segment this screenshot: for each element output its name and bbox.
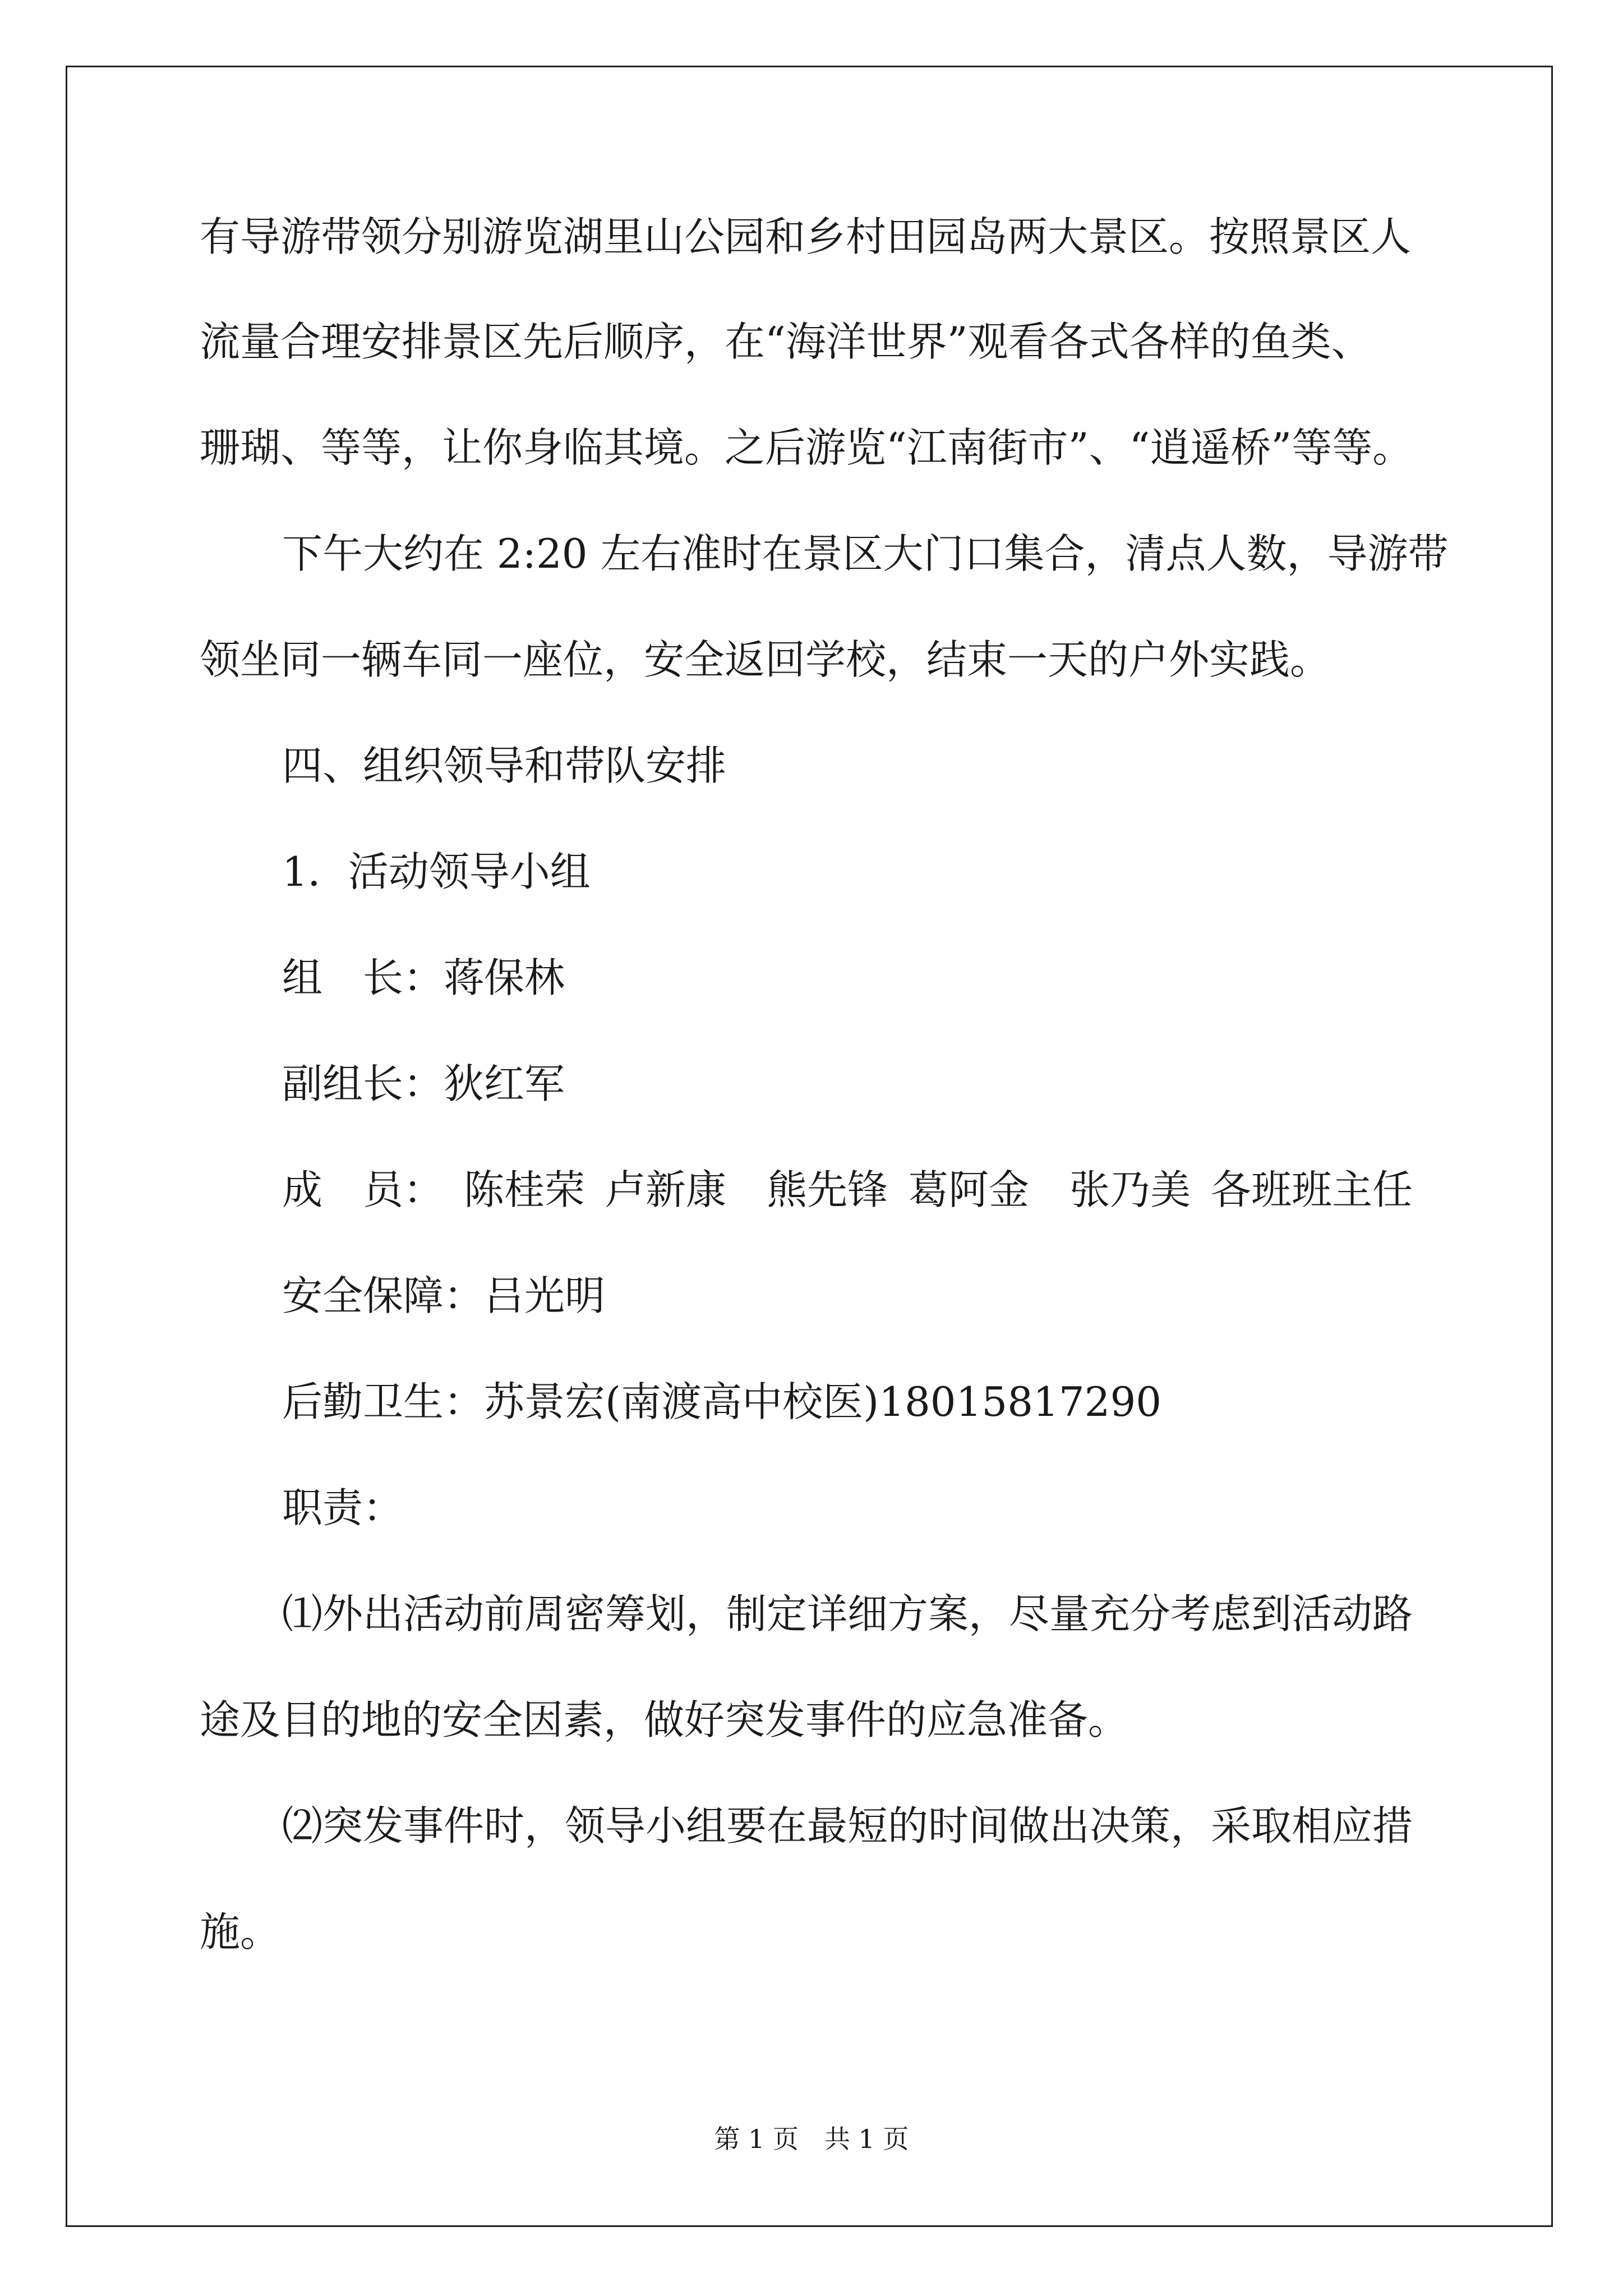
paragraph-line: 施。 <box>200 1908 281 1955</box>
member-name: 张乃美 <box>1069 1166 1191 1213</box>
member-name: 卢新康 <box>605 1166 727 1213</box>
members-label: 员： <box>363 1166 444 1213</box>
label-cheng: 成 <box>282 1166 323 1213</box>
paragraph-line: 领坐同一辆车同一座位，安全返回学校，结束一天的户外实践。 <box>200 636 1331 683</box>
paragraph-line: 流量合理安排景区先后顺序，在“海洋世界”观看各式各样的鱼类、 <box>200 318 1372 365</box>
deputy-leader-row: 副组长：狄红军 <box>282 1060 565 1107</box>
page-number-footer: 第 1 页 共 1 页 <box>714 2124 909 2154</box>
paragraph-line: 有导游带领分别游览湖里山公园和乡村田园岛两大景区。按照景区人 <box>200 213 1412 260</box>
member-name: 葛阿金 <box>908 1166 1030 1213</box>
member-name: 各班班主任 <box>1211 1166 1413 1213</box>
paragraph-line: 珊瑚、等等，让你身临其境。之后游览“江南街市”、“逍遥桥”等等。 <box>200 424 1413 471</box>
subsection-heading: 1．活动领导小组 <box>282 848 591 895</box>
leader-row <box>282 950 565 1006</box>
safety-row: 安全保障：吕光明 <box>282 1272 606 1319</box>
member-name: 熊先锋 <box>767 1166 888 1213</box>
members-row <box>282 1162 1413 1218</box>
logistics-row: 后勤卫生：苏景宏(南渡高中校医)18015817290 <box>282 1378 1162 1425</box>
page-border <box>66 66 1553 2227</box>
member-name: 陈桂荣 <box>464 1166 585 1213</box>
section-heading: 四、组织领导和带队安排 <box>282 742 727 789</box>
paragraph-line: 途及目的地的安全因素，做好突发事件的应急准备。 <box>200 1696 1129 1743</box>
duties-heading: 职责： <box>282 1484 404 1531</box>
paragraph-line: ⑴外出活动前周密筹划，制定详细方案，尽量充分考虑到活动路 <box>282 1590 1413 1637</box>
paragraph-line: 下午大约在 2:20 左右准时在景区大门口集合，清点人数，导游带 <box>282 530 1449 577</box>
label-zu: 组 <box>282 954 323 1001</box>
leader-value: 长：蒋保林 <box>363 954 565 1001</box>
paragraph-line: ⑵突发事件时，领导小组要在最短的时间做出决策，采取相应措 <box>282 1802 1413 1849</box>
